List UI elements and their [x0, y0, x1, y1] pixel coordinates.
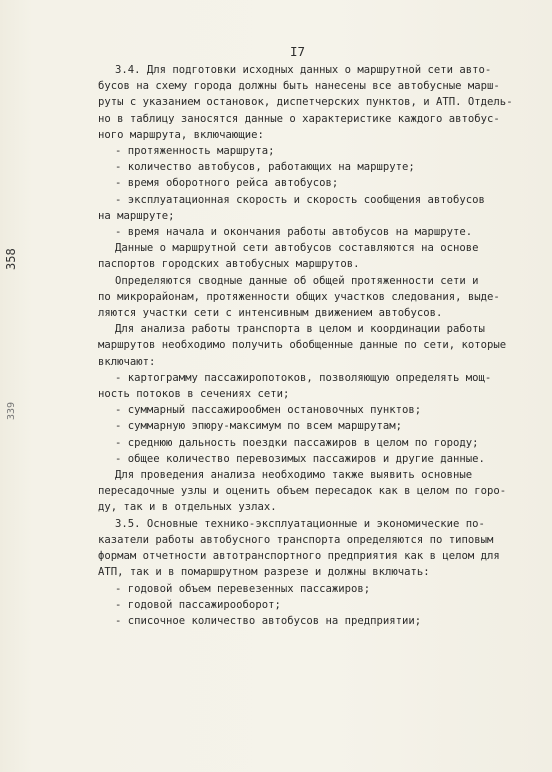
- text-line: - среднюю дальность поездки пассажиров в целом по городу;: [115, 436, 479, 449]
- text-line: казатели работы автобусного транспорта определяются по типовым: [98, 533, 494, 546]
- text-line: - общее количество перевозимых пассажиров и другие данные.: [115, 452, 485, 465]
- text-line: Данные о маршрутной сети автобусов составляются на основе: [115, 242, 479, 255]
- margin-page-number: 358: [4, 248, 18, 270]
- text-line: Определяются сводные данные об общей протяженности сети и: [115, 274, 479, 287]
- text-line: но в таблицу заносятся данные о характеристике каждого автобус-: [98, 112, 500, 125]
- text-line: - количество автобусов, работающих на маршруте;: [115, 161, 415, 174]
- text-line: бусов на схему города должны быть нанесены все автобусные марш-: [98, 80, 500, 93]
- text-line: ность потоков в сечениях сети;: [98, 388, 290, 401]
- text-line: 3.5. Основные технико-эксплуатационные и экономические по-: [115, 517, 485, 530]
- text-line: по микрорайонам, протяженности общих участков следования, выде-: [98, 290, 500, 303]
- text-line: - суммарный пассажирообмен остановочных пунктов;: [115, 404, 422, 417]
- text-line: АТП, так и в помаршрутном разрезе и должны включать:: [98, 566, 430, 579]
- text-line: - время начала и окончания работы автобусов на маршруте.: [115, 226, 473, 239]
- text-line: Для проведения анализа необходимо также выявить основные: [115, 469, 473, 482]
- text-line: ду, так и в отдельных узлах.: [98, 501, 277, 514]
- text-line: включают:: [98, 355, 156, 368]
- body-text: [98, 62, 516, 629]
- margin-page-number-faint: 339: [6, 401, 17, 420]
- page-number: I7: [290, 44, 306, 59]
- text-line: - суммарную эпюру-максимум по всем маршрутам;: [115, 420, 403, 433]
- text-line: формам отчетности автотранспортного предприятия как в целом для: [98, 550, 500, 563]
- text-line: паспортов городских автобусных маршрутов.: [98, 258, 360, 271]
- text-line: пересадочные узлы и оценить объем пересадок как в целом по горо-: [98, 485, 507, 498]
- text-line: Для анализа работы транспорта в целом и координации работы: [115, 323, 485, 336]
- text-line: - протяженность маршрута;: [115, 145, 275, 158]
- text-line: - годовой объем перевезенных пассажиров;: [115, 582, 371, 595]
- text-line: - время оборотного рейса автобусов;: [115, 177, 339, 190]
- text-line: - эксплуатационная скорость и скорость сообщения автобусов: [115, 193, 485, 206]
- text-line: маршрутов необходимо получить обобщенные данные по сети, которые: [98, 339, 507, 352]
- text-line: 3.4. Для подготовки исходных данных о маршрутной сети авто-: [115, 64, 492, 76]
- text-line: ного маршрута, включающие:: [98, 128, 264, 141]
- text-line: - картограмму пассажиропотоков, позволяющую определять мощ-: [115, 371, 492, 384]
- text-line: на маршруте;: [98, 209, 175, 222]
- text-line: руты с указанием остановок, диспетчерских пунктов, и АТП. Отдель-: [98, 96, 513, 109]
- text-line: - списочное количество автобусов на предприятии;: [115, 614, 422, 627]
- text-line: - годовой пассажирооборот;: [115, 598, 281, 611]
- text-line: ляются участки сети с интенсивным движением автобусов.: [98, 307, 443, 320]
